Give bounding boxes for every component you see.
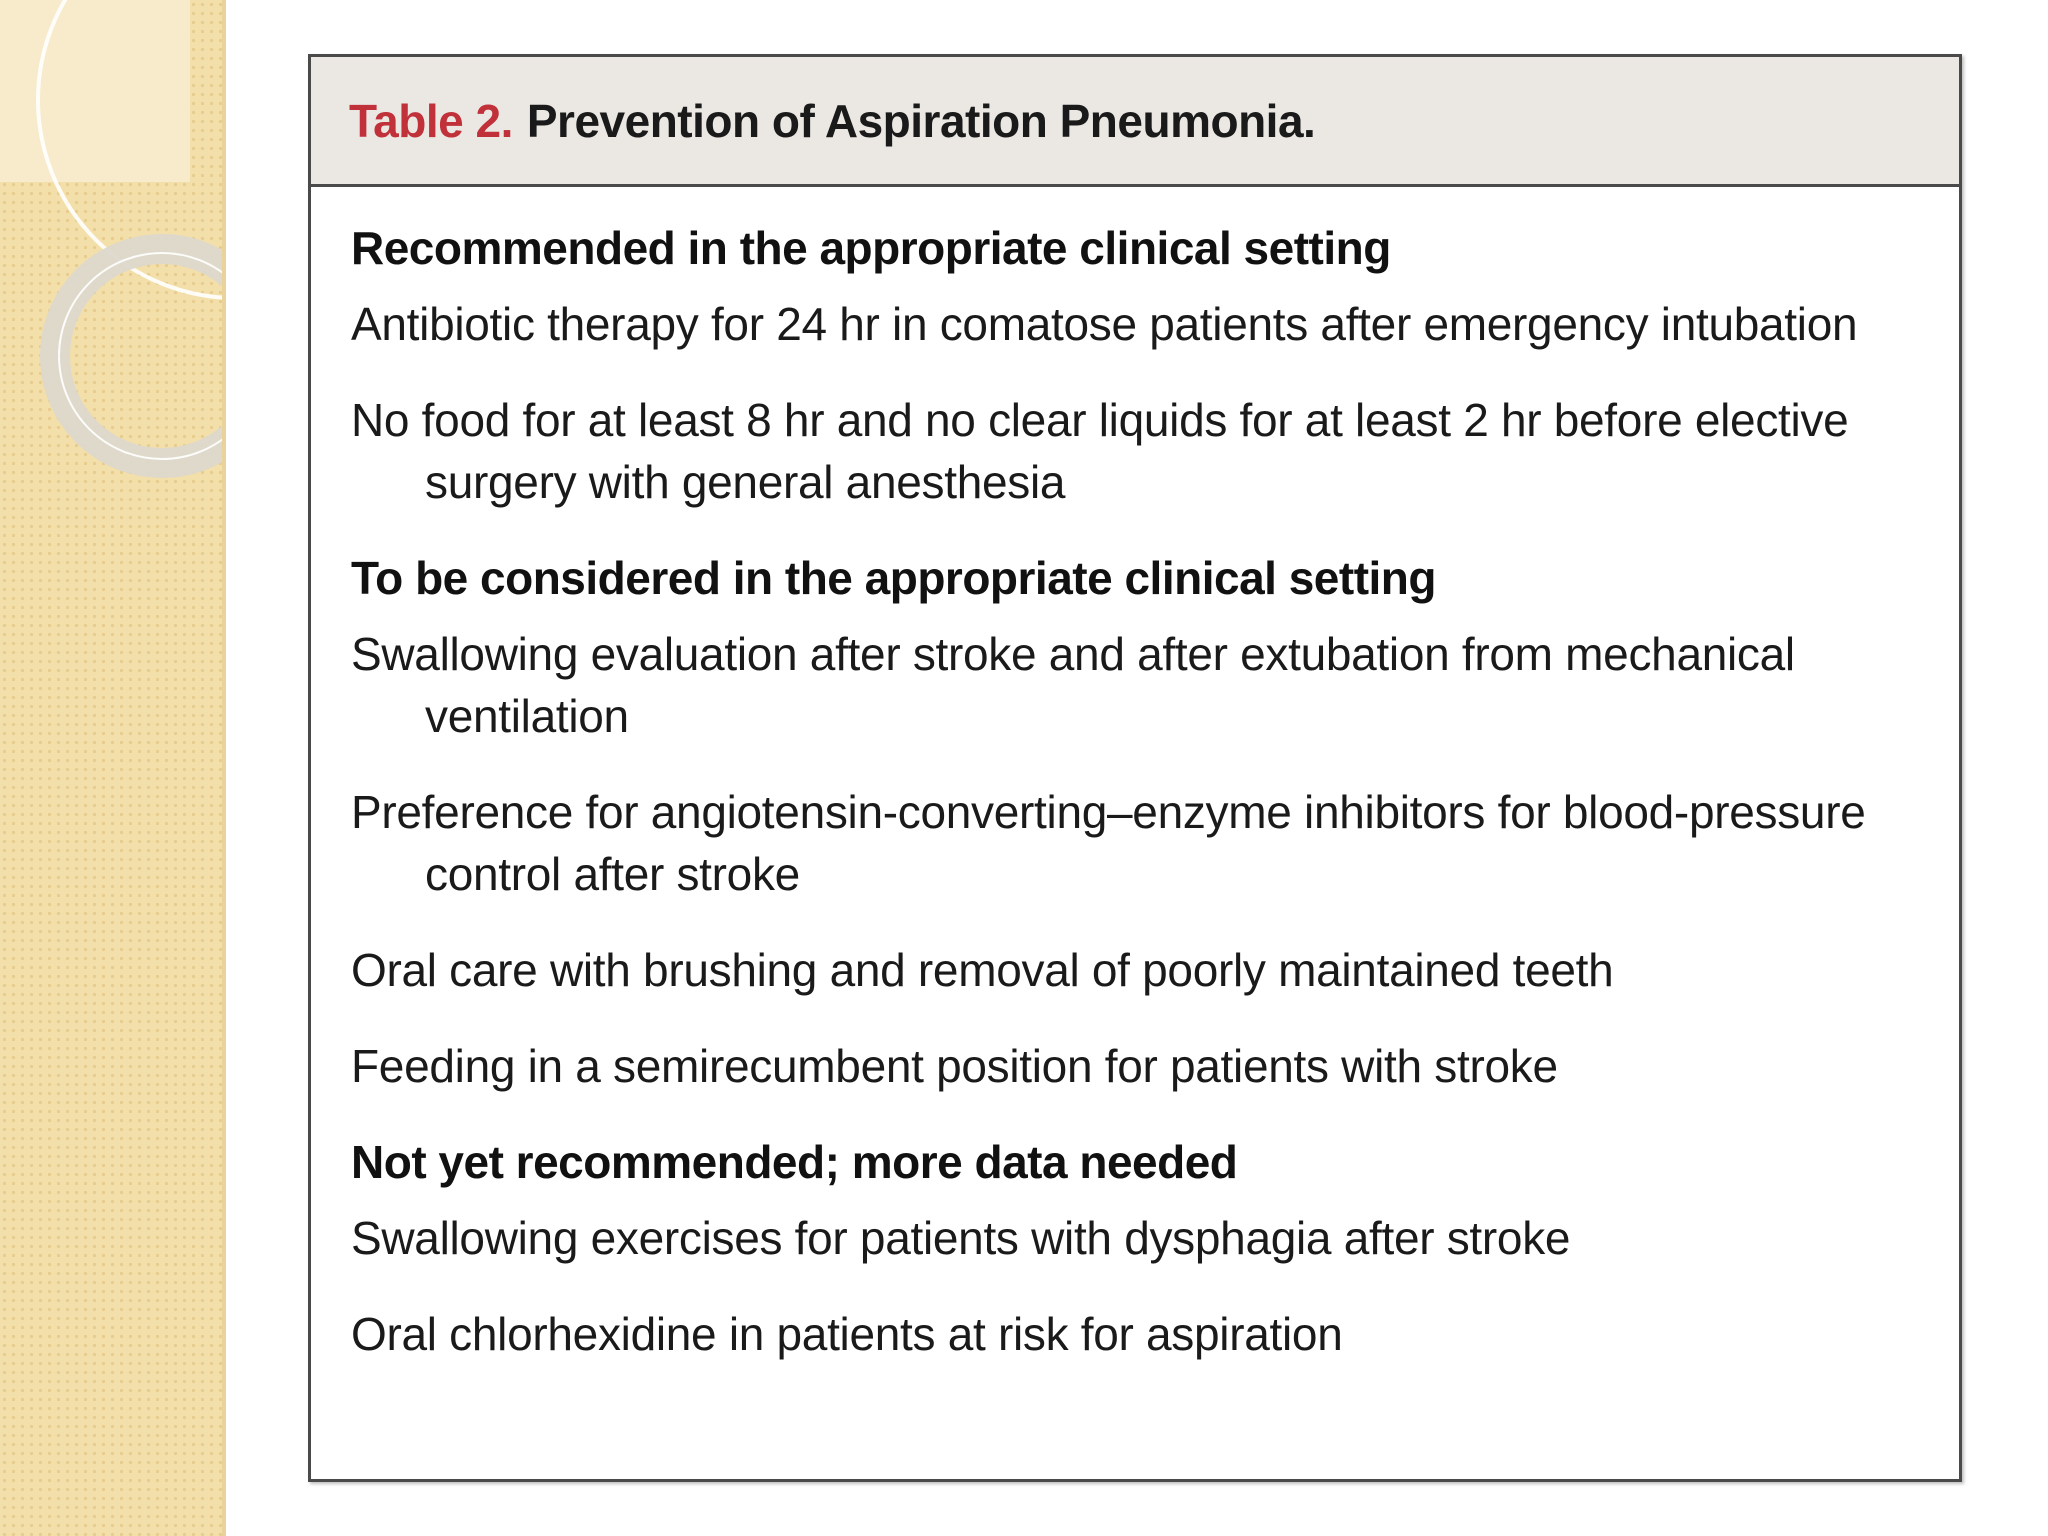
section-heading-not-yet-recommended: Not yet recommended; more data needed [351,1136,1238,1188]
table-row: No food for at least 8 hr and no clear liquids for at least 2 hr before elective surgery with general anesthesia [351,394,1849,508]
table-row: Swallowing evaluation after stroke and after extubation from mechanical ventilation [351,628,1795,742]
table-row: Swallowing exercises for patients with dysphagia after stroke [351,1212,1571,1264]
section-heading-recommended: Recommended in the appropriate clinical setting [351,222,1391,274]
table-title: Prevention of Aspiration Pneumonia. [526,94,1316,147]
table-row: Preference for angiotensin-converting–enzyme inhibitors for blood-pressure control after stroke [351,786,1866,900]
table-row: Oral chlorhexidine in patients at risk for aspiration [351,1308,1343,1360]
table-label: Table 2. [349,94,513,147]
table-box [308,54,1962,1482]
table-header [311,57,1959,187]
decorative-sidebar [0,0,226,1536]
table-row: Oral care with brushing and removal of poorly maintained teeth [351,944,1614,996]
sidebar-edge [222,0,226,1536]
table-body [311,187,1959,1365]
section-heading-to-be-considered: To be considered in the appropriate clinical setting [351,552,1437,604]
table-row: Feeding in a semirecumbent position for patients with stroke [351,1040,1558,1092]
table-row: Antibiotic therapy for 24 hr in comatose patients after emergency intubation [351,298,1858,350]
